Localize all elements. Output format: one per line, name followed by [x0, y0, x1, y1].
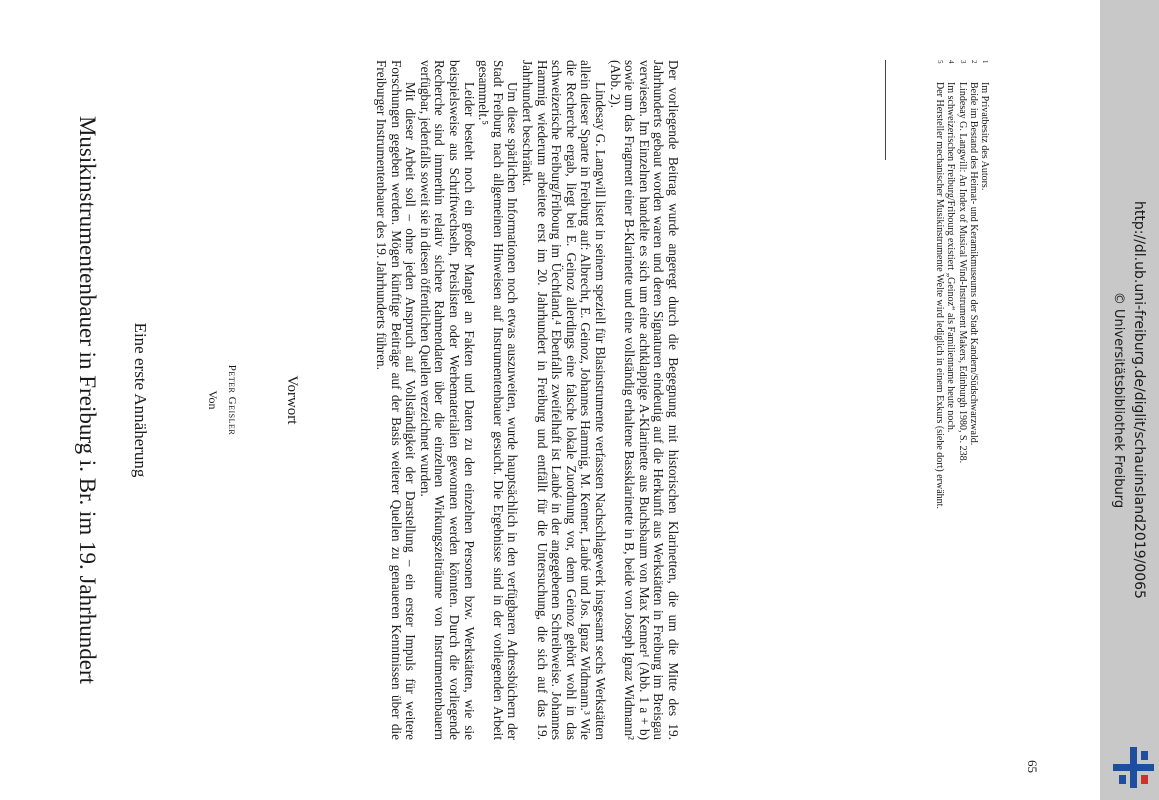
article-title: Musikinstrumentenbauer in Freiburg i. Br. im 19. Jahrhundert — [75, 115, 100, 685]
footnote-text: Im schweizerischen Freiburg/Fribourg existiert „Geinoz“ als Familienname heute noch. — [945, 82, 957, 433]
sidebar-text — [1100, 0, 1159, 800]
article-subtitle: Eine erste Annäherung — [131, 322, 150, 478]
footnote-number: 3 — [958, 60, 967, 64]
footnote-number: 1 — [981, 60, 989, 64]
footnote — [956, 60, 967, 740]
footnotes — [934, 60, 990, 740]
paragraph: Lindesay G. Langwill listet in seinem speziell für Blasinstrumente verfassten Nachschlagewerk insgesamt sechs Werkstätten allein dieser Sparte in Freiburg auf: Albrecht, E. Geinoz, Johannes Hammig, M. Kenner, Laubé und Jos. Ignaz Widmann.³ Wie die Recherche ergab, liegt bei E. Geinoz allerdings eine falsche lokale Zuordnung vor, denn Geinoz gehört wohl in das schweizerische Freiburg/Fribourg im Üechtland.⁴ Ebenfalls zweifelhaft ist Laubé in der angegebenen Schreibweise. Johannes Hammig wiederum arbeitete erst im 20. Jahrhundert in Freiburg und entfällt für die Untersuchung, die sich auf das 19. Jahrhundert beschränkt. — [520, 60, 609, 740]
ub-freiburg-logo-icon — [1111, 745, 1156, 790]
footnote-number: 4 — [947, 60, 956, 64]
copyright-notice: © Universitätsbibliothek Freiburg — [1111, 291, 1126, 509]
footnote-text: Im Privatbesitz des Autors. — [979, 82, 990, 191]
footnote-text: Der Hersteller mechanischer Musikinstrumente Welte wird lediglich in einem Exkurs (siehe dort) erwähnt. — [934, 82, 946, 509]
footnote-number: 2 — [969, 60, 978, 64]
source-url-link[interactable]: http://dl.ub.uni-freiburg.de/diglit/schauinsland2019/0065 — [1131, 201, 1147, 599]
page-number: 65 — [1025, 760, 1040, 773]
byline-von: Von — [206, 390, 220, 410]
footnote-number: 5 — [936, 60, 945, 64]
body-text — [374, 60, 680, 740]
footnote-text: Beide im Bestand des Heimat- und Keramikmuseums der Stadt Kandern/Südschwarzwald. — [967, 82, 979, 446]
footnote — [979, 60, 990, 740]
footnote — [945, 60, 956, 740]
section-heading: Vorwort — [284, 375, 300, 425]
author-name: Peter Geisler — [226, 364, 238, 436]
footnote-text: Lindesay G. Langwill: An Index of Musical Wind-Instrument Makers, Edinburgh 1980, S. 238. — [956, 82, 968, 464]
footnote — [968, 60, 979, 740]
paragraph: Leider besteht noch ein großer Mangel an Fakten und Daten zu den einzelnen Personen bzw. Werkstätten, wie sie beispielsweise aus Schriftwechseln, Preislisten oder Werbematerialien gewonnen werden könnten. Durch die vorliegende Recherche sind immerhin relativ sichere Rahmendaten über die einzelnen Wirkungszeiträume von Instrumentenbauern verfügbar, jedenfalls soweit sie in diesen öffentlichen Quellen verzeichnet wurden. — [417, 60, 477, 740]
paragraph: Mit dieser Arbeit soll – ohne jeden Anspruch auf Vollständigkeit der Darstellung – ein erster Impuls für weitere Forschungen gegeben werden. Mögen künftige Beiträge auf der Basis weiterer Quellen zu genaueren Kenntnissen über die Freiburger Instrumentenbauer des 19. Jahrhunderts führen. — [374, 60, 419, 740]
footnote — [934, 60, 945, 740]
paragraph: Um diese spärlichen Informationen noch etwas auszuweiten, wurde hauptsächlich in den verfügbaren Adressbüchern der Stadt Freiburg nach allgemeinen Hinweisen auf Instrumentenbauer gesucht. Die Ergebnisse sind in der vorliegenden Arbeit gesammelt.⁵ — [476, 60, 521, 740]
library-sidebar — [1100, 0, 1159, 800]
paragraph: Der vorliegende Beitrag wurde angeregt durch die Begegnung mit historischen Klarinetten, die um die Mitte des 19. Jahrhunderts gebaut worden waren und deren Signaturen eindeutig auf die Herkunft aus Werkstätten in Freiburg im Breisgau verwiesen. Im Einzelnen handelte es sich um eine achtklappige A-Klarinette aus Buchsbaum von Max Kenner¹ (Abb. 1 a + b) sowie um das Fragment einer B-Klarinette und eine vollständig erhaltene Bassklarinette in B, beide von Joseph Ignaz Widmann² (Abb. 2). — [607, 60, 681, 740]
footnote-divider — [885, 60, 886, 160]
